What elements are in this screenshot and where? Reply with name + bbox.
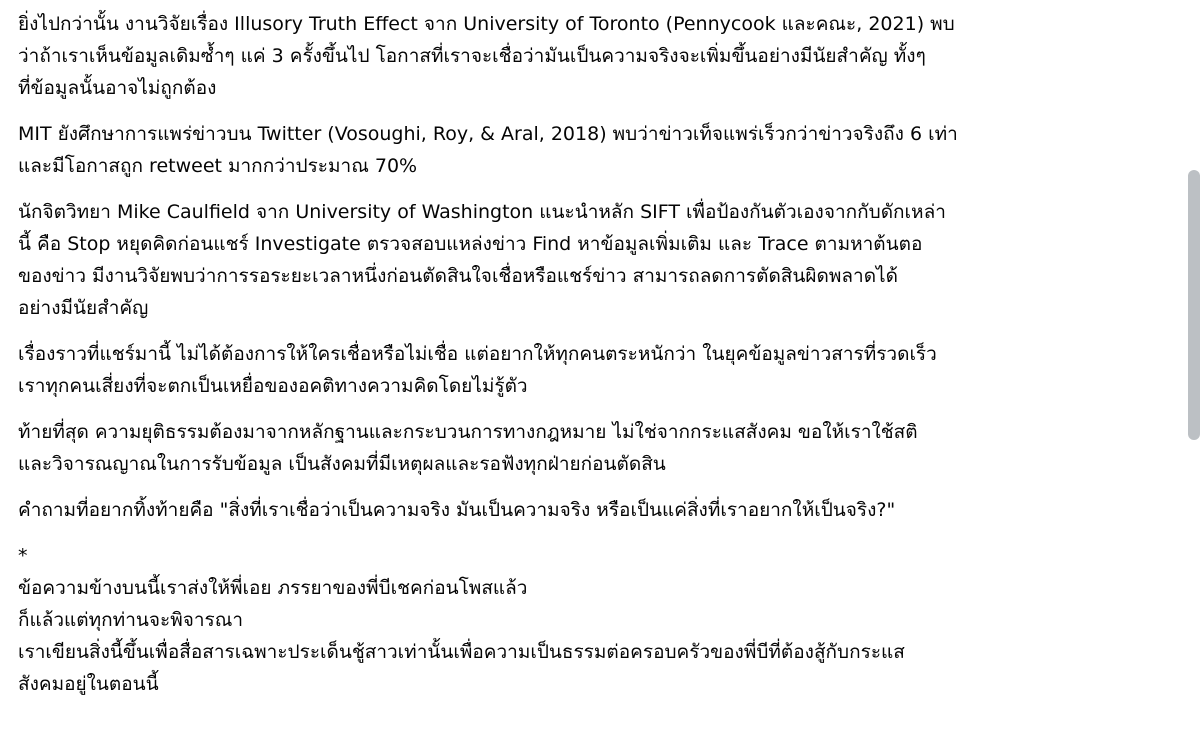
scrollbar-thumb[interactable] [1188, 170, 1200, 440]
post-body [18, 8, 1180, 700]
text-line: และวิจารณญาณในการรับข้อมูล เป็นสังคมที่มีเหตุผลและรอฟังทุกฝ่ายก่อนตัดสิน [18, 453, 666, 475]
separator-star: * [18, 545, 28, 567]
post-paragraph [18, 196, 1180, 324]
text-line: นี้ คือ Stop หยุดคิดก่อนแชร์ Investigate ตรวจสอบแหล่งข่าว Find หาข้อมูลเพิ่มเติม และ Trace ตามหาต้นตอ [18, 233, 923, 255]
text-line: นักจิตวิทยา Mike Caulfield จาก University of Washington แนะนำหลัก SIFT เพื่อป้องกันตัวเองจากกับดักเหล่า [18, 201, 946, 223]
text-line: ก็แล้วแต่ทุกท่านจะพิจารณา [18, 609, 244, 631]
separator [18, 540, 1180, 572]
text-line: ของข่าว มีงานวิจัยพบว่าการรอระยะเวลาหนึ่งก่อนตัดสินใจเชื่อหรือแชร์ข่าว สามารถลดการตัดสินผิดพลาดได้ [18, 265, 898, 287]
text-line: คำถามที่อยากทิ้งท้ายคือ "สิ่งที่เราเชื่อว่าเป็นความจริง มันเป็นความจริง หรือเป็นแค่สิ่งที่เราอยากให้เป็นจริง?" [18, 499, 896, 521]
text-line: ท้ายที่สุด ความยุติธรรมต้องมาจากหลักฐานและกระบวนการทางกฎหมาย ไม่ใช่จากกระแสสังคม ขอให้เราใช้สติ [18, 421, 918, 443]
text-line: MIT ยังศึกษาการแพร่ข่าวบน Twitter (Vosoughi, Roy, & Aral, 2018) พบว่าข่าวเท็จแพร่เร็วกว่าข่าวจริงถึง 6 เท่า [18, 123, 958, 145]
text-line: ยิ่งไปกว่านั้น งานวิจัยเรื่อง Illusory Truth Effect จาก University of Toronto (Pennycook และคณะ, 2021) พบ [18, 13, 955, 35]
post-paragraph [18, 416, 1180, 480]
text-line: และมีโอกาสถูก retweet มากกว่าประมาณ 70% [18, 155, 418, 177]
text-line: สังคมอยู่ในตอนนี้ [18, 673, 159, 695]
text-line: เราทุกคนเสี่ยงที่จะตกเป็นเหยื่อของอคติทางความคิดโดยไม่รู้ตัว [18, 375, 528, 397]
text-line: เราเขียนสิ่งนี้ขึ้นเพื่อสื่อสารเฉพาะประเด็นชู้สาวเท่านั้นเพื่อความเป็นธรรมต่อครอบครัวของพี่บีที่ต้องสู้กับกระแส [18, 641, 905, 663]
post-footer [18, 572, 1180, 700]
text-line: ที่ข้อมูลนั้นอาจไม่ถูกต้อง [18, 77, 217, 99]
text-line: อย่างมีนัยสำคัญ [18, 297, 149, 319]
post-paragraph [18, 338, 1180, 402]
post-paragraph [18, 8, 1180, 104]
text-line: เรื่องราวที่แชร์มานี้ ไม่ได้ต้องการให้ใครเชื่อหรือไม่เชื่อ แต่อยากให้ทุกคนตระหนักว่า ในยุคข้อมูลข่าวสารที่รวดเร็ว [18, 343, 937, 365]
text-line: ข้อความข้างบนนี้เราส่งให้พี่เอย ภรรยาของพี่บีเชคก่อนโพสแล้ว [18, 577, 528, 599]
post-paragraph [18, 118, 1180, 182]
post-paragraph [18, 494, 1180, 526]
text-line: ว่าถ้าเราเห็นข้อมูลเดิมซ้ำๆ แค่ 3 ครั้งขึ้นไป โอกาสที่เราจะเชื่อว่ามันเป็นความจริงจะเพิ่มขึ้นอย่างมีนัยสำคัญ ทั้งๆ [18, 45, 926, 67]
